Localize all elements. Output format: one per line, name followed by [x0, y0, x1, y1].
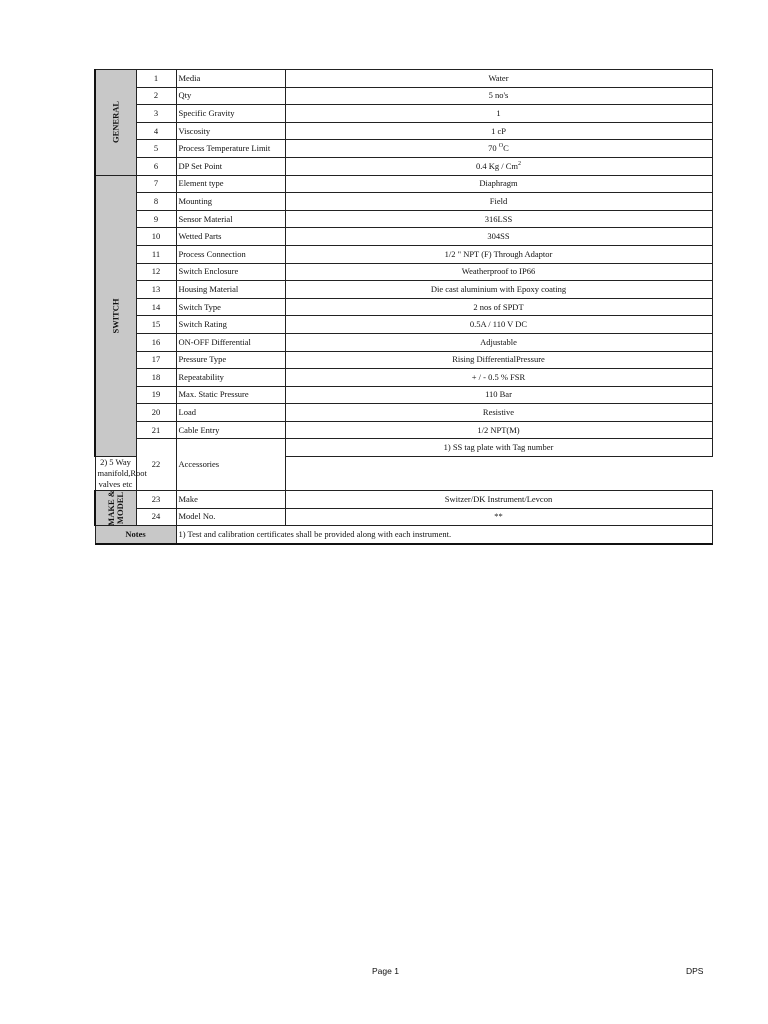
parameter-name: Switch Enclosure — [176, 263, 285, 281]
row-number: 17 — [136, 351, 176, 369]
parameter-value: 304SS — [285, 228, 712, 246]
row-number: 18 — [136, 369, 176, 387]
section-label — [107, 490, 125, 526]
value-superscript: 2 — [518, 160, 522, 167]
table-row — [95, 316, 712, 334]
row-number: 3 — [136, 105, 176, 123]
row-number: 20 — [136, 404, 176, 422]
row-number: 12 — [136, 263, 176, 281]
parameter-value: + / - 0.5 % FSR — [285, 369, 712, 387]
parameter-name: Switch Type — [176, 298, 285, 316]
parameter-name: Sensor Material — [176, 210, 285, 228]
table-row — [95, 351, 712, 369]
row-number: 24 — [136, 508, 176, 526]
parameter-value: ** — [285, 508, 712, 526]
row-number: 21 — [136, 421, 176, 439]
parameter-name: Viscosity — [176, 122, 285, 140]
section-label: SWITCH — [110, 298, 121, 334]
row-number: 23 — [136, 491, 176, 509]
row-number: 19 — [136, 386, 176, 404]
row-number: 13 — [136, 281, 176, 299]
table-row — [95, 281, 712, 299]
parameter-value: 5 no's — [285, 87, 712, 105]
parameter-value: Die cast aluminium with Epoxy coating — [285, 281, 712, 299]
value-suffix: C — [503, 143, 509, 154]
parameter-value: Weatherproof to IP66 — [285, 263, 712, 281]
parameter-value — [285, 157, 712, 175]
row-number: 5 — [136, 140, 176, 158]
specification-table — [94, 69, 713, 545]
table-row — [95, 245, 712, 263]
parameter-value: Rising DifferentialPressure — [285, 351, 712, 369]
parameter-value: Diaphragm — [285, 175, 712, 193]
row-number: 4 — [136, 122, 176, 140]
parameter-value: Water — [285, 70, 712, 88]
parameter-name: Cable Entry — [176, 421, 285, 439]
table-row — [95, 421, 712, 439]
table-row — [95, 386, 712, 404]
parameter-value: Switzer/DK Instrument/Levcon — [285, 491, 712, 509]
value-text: 70 — [488, 143, 499, 154]
page-number: Page 1 — [372, 966, 399, 976]
parameter-value: 1/2 NPT(M) — [285, 421, 712, 439]
row-number: 9 — [136, 210, 176, 228]
row-number: 22 — [136, 439, 176, 491]
parameter-value: Field — [285, 193, 712, 211]
table-row — [95, 298, 712, 316]
table-row — [95, 140, 712, 158]
parameter-name: Process Temperature Limit — [176, 140, 285, 158]
parameter-name: Wetted Parts — [176, 228, 285, 246]
parameter-value — [285, 140, 712, 158]
parameter-value: Resistive — [285, 404, 712, 422]
table-row — [95, 157, 712, 175]
table-row — [95, 122, 712, 140]
table-row — [95, 105, 712, 123]
section-make-model — [95, 491, 136, 526]
parameter-value: Adjustable — [285, 333, 712, 351]
parameter-value: 2 nos of SPDT — [285, 298, 712, 316]
parameter-value: 1 cP — [285, 122, 712, 140]
row-number: 7 — [136, 175, 176, 193]
table-row — [95, 70, 712, 88]
notes-text: 1) Test and calibration certificates shall be provided along with each instrument. — [176, 526, 712, 544]
parameter-value: 110 Bar — [285, 386, 712, 404]
section-general — [95, 70, 136, 176]
parameter-value: 1 — [285, 105, 712, 123]
row-number: 10 — [136, 228, 176, 246]
section-label-line1: MAKE & — [105, 490, 116, 526]
parameter-name: Housing Material — [176, 281, 285, 299]
table-row — [95, 333, 712, 351]
parameter-value: 0.5A / 110 V DC — [285, 316, 712, 334]
parameter-name: DP Set Point — [176, 157, 285, 175]
row-number: 2 — [136, 87, 176, 105]
notes-label: Notes — [95, 526, 176, 544]
parameter-name: Specific Gravity — [176, 105, 285, 123]
parameter-name: Mounting — [176, 193, 285, 211]
parameter-name: Model No. — [176, 508, 285, 526]
row-number: 15 — [136, 316, 176, 334]
row-number: 16 — [136, 333, 176, 351]
section-label-line2: MODEL — [114, 492, 125, 525]
parameter-name: ON-OFF Differential — [176, 333, 285, 351]
table-row — [95, 193, 712, 211]
document-code: DPS — [686, 966, 704, 976]
parameter-name: Make — [176, 491, 285, 509]
value-text: 0.4 Kg / Cm — [475, 160, 519, 171]
value-superscript: O — [498, 143, 504, 150]
table-row — [95, 87, 712, 105]
table-row — [95, 210, 712, 228]
table-row — [95, 439, 712, 457]
parameter-name: Load — [176, 404, 285, 422]
parameter-value: 316LSS — [285, 210, 712, 228]
parameter-name: Media — [176, 70, 285, 88]
parameter-name: Max. Static Pressure — [176, 386, 285, 404]
table-row — [95, 369, 712, 387]
parameter-value: 1/2 " NPT (F) Through Adaptor — [285, 245, 712, 263]
section-label: GENERAL — [110, 101, 121, 144]
parameter-value: 1) SS tag plate with Tag number — [285, 439, 712, 457]
parameter-name: Element type — [176, 175, 285, 193]
parameter-name: Repeatability — [176, 369, 285, 387]
table-row — [95, 228, 712, 246]
table-row — [95, 508, 712, 526]
parameter-name: Process Connection — [176, 245, 285, 263]
table-row — [95, 263, 712, 281]
table-row — [95, 404, 712, 422]
parameter-name: Accessories — [176, 439, 285, 491]
section-switch — [95, 175, 136, 457]
parameter-name: Switch Rating — [176, 316, 285, 334]
parameter-value: 2) 5 Way manifold,Root valves etc — [95, 457, 136, 491]
table-row — [95, 491, 712, 509]
parameter-name: Pressure Type — [176, 351, 285, 369]
parameter-name: Qty — [176, 87, 285, 105]
row-number: 11 — [136, 245, 176, 263]
notes-row — [95, 526, 712, 544]
table-row — [95, 175, 712, 193]
row-number: 6 — [136, 157, 176, 175]
row-number: 8 — [136, 193, 176, 211]
row-number: 1 — [136, 70, 176, 88]
row-number: 14 — [136, 298, 176, 316]
